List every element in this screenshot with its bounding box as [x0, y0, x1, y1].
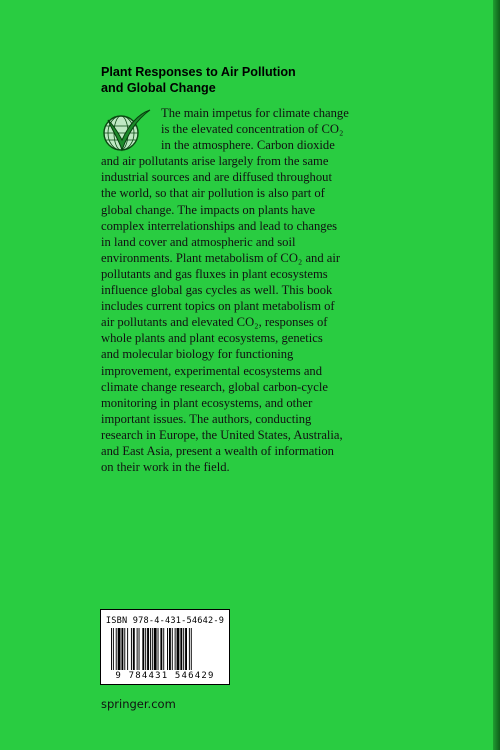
blurb-line: complex interrelationships and lead to changes: [101, 218, 338, 233]
blurb-line: and air pollutants arise largely from the same: [101, 154, 329, 169]
barcode-bar: [111, 628, 112, 670]
barcode-bar: [137, 628, 138, 670]
barcode-bar: [118, 628, 121, 670]
blurb-line: is the elevated concentration of CO₂: [161, 122, 344, 137]
blurb-line: pollutants and gas fluxes in plant ecosystems: [101, 266, 328, 281]
barcode-bar: [150, 628, 151, 670]
blurb-line: air pollutants and elevated CO₂, responses of: [101, 315, 328, 330]
blurb-line: on their work in the field.: [101, 460, 230, 475]
barcode-bar: [189, 628, 190, 670]
spine-edge: [493, 0, 500, 750]
blurb-line: whole plants and plant ecosystems, genetics: [101, 331, 323, 346]
blurb-line: includes current topics on plant metabolism of: [101, 299, 335, 314]
barcode-bar: [145, 628, 146, 670]
barcode-bar: [163, 628, 164, 670]
barcode-bar: [147, 628, 149, 670]
blurb-line: and East Asia, present a wealth of information: [101, 443, 334, 458]
blurb-line: climate change research, global carbon-cycle: [101, 379, 328, 394]
barcode-bar: [133, 628, 135, 670]
barcode-bar: [139, 628, 140, 670]
blurb-line: environments. Plant metabolism of CO₂ and air: [101, 250, 341, 265]
blurb-line: improvement, experimental ecosystems and: [101, 363, 323, 378]
barcode-bar: [172, 628, 173, 670]
blurb-line: research in Europe, the United States, Australia,: [101, 427, 343, 442]
barcode-bar: [116, 628, 117, 670]
publisher-url[interactable]: springer.com: [101, 697, 176, 711]
barcode-bar: [191, 628, 192, 670]
barcode-bar: [183, 628, 184, 670]
barcode-bar: [124, 628, 125, 670]
blurb-line: in land cover and atmospheric and soil: [101, 234, 296, 249]
barcode-bar: [142, 628, 144, 670]
barcode-bar: [154, 628, 157, 670]
barcode-bar: [127, 628, 128, 670]
barcode-bars: [111, 628, 219, 670]
barcode-bar: [160, 628, 162, 670]
book-title: [101, 64, 401, 96]
blurb-line: The main impetus for climate change: [161, 106, 349, 120]
blurb-line: monitoring in plant ecosystems, and other: [101, 395, 313, 410]
title-line-2: and Global Change: [101, 81, 216, 95]
barcode-bar: [113, 628, 114, 670]
barcode-bar: [158, 628, 159, 670]
title-line-1: Plant Responses to Air Pollution: [101, 65, 296, 79]
barcode-bar: [180, 628, 182, 670]
barcode-bar: [185, 628, 187, 670]
barcode-bar: [152, 628, 153, 670]
isbn-label: ISBN 978-4-431-54642-9: [105, 616, 225, 626]
blurb-line: influence global gas cycles as well. This book: [101, 283, 333, 298]
barcode-bar: [167, 628, 168, 670]
blurb-line: the world, so that air pollution is also part of: [101, 186, 325, 201]
blurb-line: important issues. The authors, conducting: [101, 411, 312, 426]
blurb-line: industrial sources and are diffused throughout: [101, 170, 332, 185]
blurb-line: and molecular biology for functioning: [101, 347, 294, 362]
barcode-bar: [169, 628, 171, 670]
barcode-bar: [177, 628, 180, 670]
barcode-digits: 9 784431 546429: [115, 671, 215, 681]
barcode-bar: [121, 628, 123, 670]
barcode-bar: [175, 628, 176, 670]
isbn-barcode: [100, 609, 230, 685]
barcode-bar: [131, 628, 132, 670]
blurb: [101, 105, 393, 475]
blurb-line: global change. The impacts on plants have: [101, 202, 316, 217]
blurb-line: in the atmosphere. Carbon dioxide: [161, 138, 335, 153]
